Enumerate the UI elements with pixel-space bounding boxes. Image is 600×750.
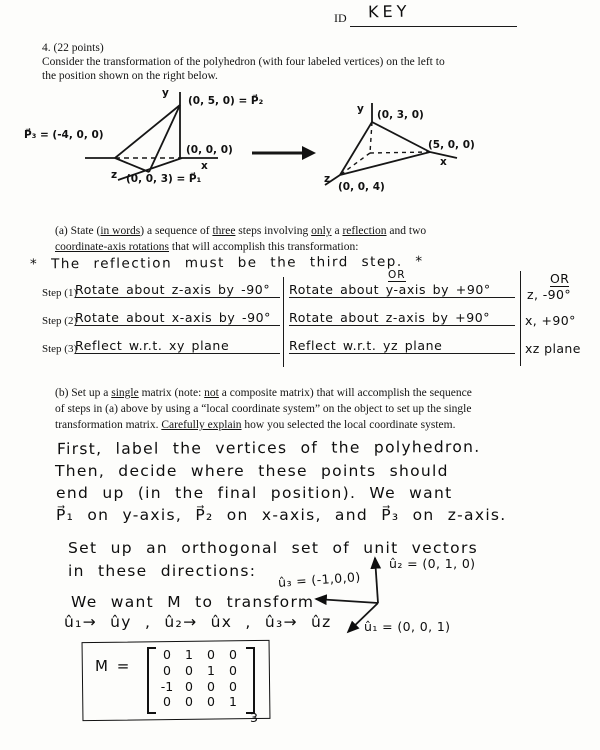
part-a-line2 <box>55 240 565 256</box>
question-number: 4. (22 points) <box>42 42 104 54</box>
matrix-cell: 0 <box>185 694 193 710</box>
part-a-text: steps involving <box>235 225 312 237</box>
part-b-line3 <box>55 418 575 434</box>
part-b-text: a composite matrix) that will accomplish the sequence <box>218 387 472 399</box>
right-x-axis-label: x <box>440 156 447 168</box>
part-a-underlined: in words <box>100 225 141 237</box>
part-a-text: that will accomplish this transformation: <box>169 241 359 253</box>
matrix-cell: 0 <box>163 662 171 678</box>
steps-column-divider <box>283 277 284 367</box>
part-a-underlined: only <box>311 225 332 237</box>
answer-b-line4: P⃗₁ on y-axis, P⃗₂ on x-axis, and P⃗₃ on z-axis. <box>56 506 507 524</box>
matrix-cell: 1 <box>185 647 193 662</box>
step2-label: Step (2) <box>42 315 78 327</box>
part-b-line2: of steps in (a) above by using a “local coordinate system” on the object to set up the single <box>55 403 472 415</box>
id-handwritten-value: KEY <box>367 1 411 22</box>
matrix-cell: 0 <box>163 647 171 662</box>
answer-b-line6: in these directions: <box>68 562 257 580</box>
edge-top-front <box>340 122 372 175</box>
left-p1-label: (0, 0, 3) = P⃗₁ <box>126 173 202 185</box>
part-a-underlined: three <box>212 225 236 237</box>
matrix-label: M = <box>95 657 132 675</box>
step3-answer-1: Reflect w.r.t. xy plane <box>75 338 280 354</box>
right-x-vertex-label: (5, 0, 0) <box>428 139 475 151</box>
left-x-axis-label: x <box>201 160 208 172</box>
part-b-underlined: single <box>111 387 139 399</box>
u3-arrow <box>316 599 378 603</box>
question-intro-line2: the position shown on the right below. <box>42 70 218 82</box>
matrix-cell: 0 <box>207 694 215 710</box>
transformation-arrow-icon <box>250 144 318 162</box>
u3-vector-label: û₃ = (-1,0,0) <box>277 569 362 590</box>
hidden-origin-right <box>370 152 430 153</box>
part-a-text: (a) State ( <box>55 225 101 237</box>
matrix-cell: 0 <box>229 678 237 694</box>
edge-p3-p1 <box>115 158 149 172</box>
answer-b-line7: We want M to transform <box>71 593 315 611</box>
part-b-text: how you selected the local coordinate system. <box>241 419 456 431</box>
left-y-axis-label: y <box>162 87 169 99</box>
right-z-axis-label: z <box>324 173 331 185</box>
answer-b-line8: û₁→ ûy , û₂→ ûx , û₃→ ûz <box>64 613 332 631</box>
question-intro-line1: Consider the transformation of the polyhedron (with four labeled vertices) on the left to <box>42 56 445 68</box>
part-b-line1 <box>55 386 575 402</box>
id-label: ID <box>334 11 347 25</box>
part-a-line1 <box>55 224 565 240</box>
answer-b-line5: Set up an orthogonal set of unit vectors <box>68 539 479 557</box>
edge-p2-p1 <box>149 105 180 172</box>
matrix-right-bracket <box>246 647 255 714</box>
matrix-cell: 0 <box>163 694 171 710</box>
step2-answer-1: Rotate about x-axis by -90° <box>75 310 280 326</box>
margin-or-label: OR <box>550 271 570 286</box>
step3-label: Step (3) <box>42 343 78 355</box>
id-underline <box>350 26 517 27</box>
part-b-text: (b) Set up a <box>55 387 112 399</box>
right-y-axis-label: y <box>357 103 364 115</box>
margin-step1: z, -90° <box>527 287 571 302</box>
u2-vector-label: û₂ = (0, 1, 0) <box>389 556 476 571</box>
step1-label: Step (1) <box>42 287 78 299</box>
matrix-cell: 0 <box>185 662 193 678</box>
matrix-cell: 0 <box>229 647 237 662</box>
part-b-underlined: not <box>204 387 219 399</box>
margin-step3: xz plane <box>525 341 581 356</box>
right-z-vertex-label: (0, 0, 4) <box>338 181 385 193</box>
margin-step2: x, +90° <box>525 313 576 328</box>
part-b-text: transformation matrix. <box>55 419 162 431</box>
part-a-underlined: coordinate-axis rotations <box>55 241 170 253</box>
part-b-text: matrix (note: <box>138 387 205 399</box>
edge-front-right <box>340 152 430 175</box>
edge-p3-p2 <box>115 105 180 158</box>
part-a-text: a <box>331 225 343 237</box>
matrix-cell: -1 <box>160 678 174 694</box>
part-a-underlined: reflection <box>342 225 387 237</box>
page-number: 3 <box>250 710 259 725</box>
step2-answer-2: Rotate about z-axis by +90° <box>289 310 515 326</box>
u1-vector-label: û₁ = (0, 0, 1) <box>364 619 451 634</box>
matrix-left-bracket <box>147 647 156 714</box>
step1-answer-1: Rotate about z-axis by -90° <box>75 282 280 298</box>
part-a-text: ) a sequence of <box>140 225 213 237</box>
matrix-cell: 0 <box>185 678 193 694</box>
left-p2-label: (0, 5, 0) = P⃗₂ <box>188 95 264 107</box>
margin-divider <box>520 271 521 366</box>
matrix-cell: 0 <box>229 662 237 678</box>
matrix-cell: 0 <box>207 647 215 662</box>
matrix-cell: 1 <box>207 662 215 678</box>
matrix-values <box>156 647 244 710</box>
u2-arrow <box>375 558 378 603</box>
matrix-cell: 1 <box>229 694 237 710</box>
left-p3-label: P⃗₃ = (-4, 0, 0) <box>24 129 104 141</box>
right-top-vertex-label: (0, 3, 0) <box>377 109 424 121</box>
edge-top-right <box>372 122 430 152</box>
answer-b-line1: First, label the vertices of the polyhedron. <box>56 437 481 459</box>
left-origin-label: (0, 0, 0) <box>186 144 233 156</box>
part-b-underlined: Carefully explain <box>161 419 242 431</box>
matrix-cell: 0 <box>207 678 215 694</box>
left-z-axis-label: z <box>111 169 118 181</box>
answer-b-line2: Then, decide where these points should <box>55 462 449 480</box>
hidden-top-origin <box>370 122 372 153</box>
handwritten-note-reflection: * The reflection must be the third step. * <box>29 253 424 273</box>
step3-answer-2: Reflect w.r.t. yz plane <box>289 338 515 354</box>
part-a-text: and two <box>386 225 427 237</box>
answer-b-line3: end up (in the final position). We want <box>56 484 453 502</box>
or-label-above: OR <box>388 269 406 281</box>
step1-answer-2: Rotate about y-axis by +90° <box>289 282 515 298</box>
